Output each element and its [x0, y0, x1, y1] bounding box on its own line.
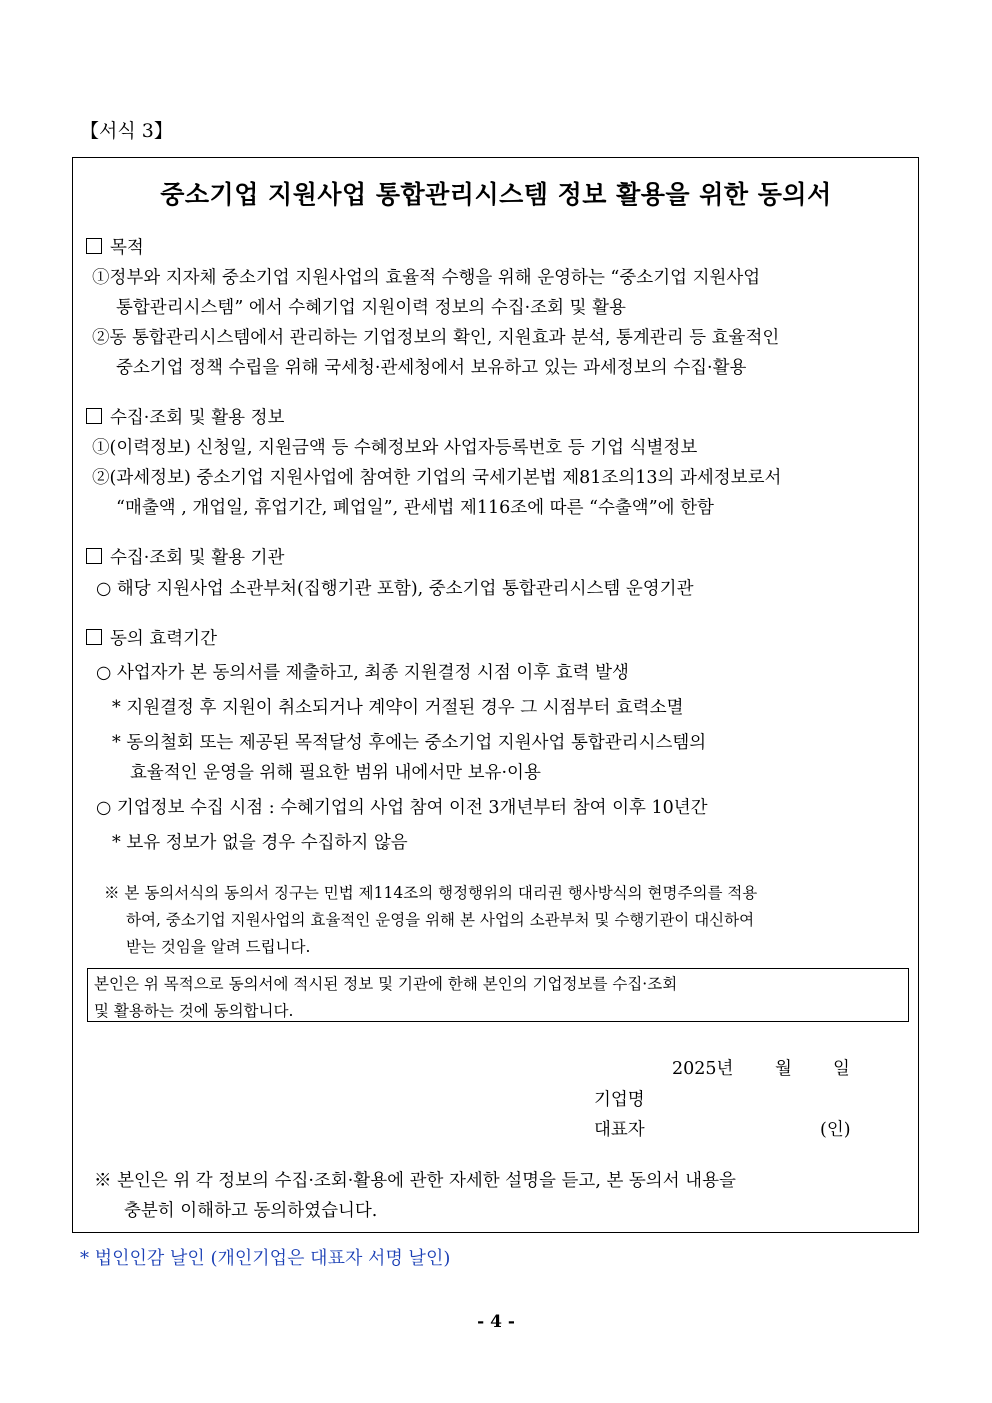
document-title: 중소기업 지원사업 통합관리시스템 정보 활용을 위한 동의서 — [160, 180, 832, 209]
section-period-label: 동의 효력기간 — [110, 629, 217, 649]
consent-line-2: 및 활용하는 것에 동의합니다. — [94, 1002, 294, 1020]
section-info-label: 수집·조회 및 활용 정보 — [110, 408, 285, 428]
company-name-label: 기업명 — [594, 1090, 645, 1110]
representative-label: 대표자 — [594, 1120, 645, 1140]
legal-note-line-1: ※ 본 동의서식의 동의서 징구는 민법 제114조의 행정행위의 대리권 행사방식의 현명주의를 적용 — [104, 884, 758, 902]
legal-note-line-3: 받는 것임을 알려 드립니다. — [126, 938, 311, 956]
section-agency-label: 수집·조회 및 활용 기관 — [110, 548, 285, 568]
period-star-2-line-2: 효율적인 운영을 위해 필요한 범위 내에서만 보유·이용 — [130, 763, 541, 783]
signature-month: 월 — [775, 1059, 792, 1079]
consent-line-1: 본인은 위 목적으로 동의서에 적시된 정보 및 기관에 한해 본인의 기업정보를 수집·조회 — [94, 975, 678, 993]
section-purpose-label: 목적 — [110, 238, 144, 258]
purpose-item-1-line-1: ①정부와 지자체 중소기업 지원사업의 효율적 수행을 위해 운영하는 “중소기업 지원사업 — [92, 268, 761, 288]
legal-note-line-2: 하여, 중소기업 지원사업의 효율적인 운영을 위해 본 사업의 소관부처 및 수행기관이 대신하여 — [126, 911, 755, 929]
section-info-heading — [86, 404, 284, 429]
section-period-heading — [86, 625, 217, 650]
period-star-2-line-1: * 동의철회 또는 제공된 목적달성 후에는 중소기업 지원사업 통합관리시스템의 — [112, 733, 707, 753]
signature-year: 2025년 — [672, 1059, 734, 1079]
period-star-3: * 보유 정보가 없을 경우 수집하지 않음 — [112, 833, 408, 853]
checkbox-square-icon — [86, 408, 102, 424]
info-item-2-line-2: “매출액 , 개업일, 휴업기간, 폐업일”, 관세법 제116조에 따른 “수출액”에 한함 — [116, 498, 714, 518]
page-number: - 4 - — [477, 1312, 515, 1332]
period-star-1: * 지원결정 후 지원이 취소되거나 계약이 거절된 경우 그 시점부터 효력소멸 — [112, 698, 684, 718]
purpose-item-1-line-2: 통합관리시스템” 에서 수혜기업 지원이력 정보의 수집·조회 및 활용 — [116, 298, 626, 318]
period-item-1: ○ 사업자가 본 동의서를 제출하고, 최종 지원결정 시점 이후 효력 발생 — [96, 663, 629, 683]
seal-mark: (인) — [820, 1120, 851, 1140]
seal-footnote: * 법인인감 날인 (개인기업은 대표자 서명 날인) — [80, 1248, 451, 1269]
checkbox-square-icon — [86, 238, 102, 254]
section-purpose-heading — [86, 234, 144, 259]
agency-item-1: ○ 해당 지원사업 소관부처(집행기관 포함), 중소기업 통합관리시스템 운영기관 — [96, 579, 694, 599]
signature-day: 일 — [833, 1059, 850, 1079]
info-item-1: ①(이력정보) 신청일, 지원금액 등 수혜정보와 사업자등록번호 등 기업 식별정보 — [92, 438, 698, 458]
confirmation-line-2: 충분히 이해하고 동의하였습니다. — [124, 1201, 378, 1221]
info-item-2-line-1: ②(과세정보) 중소기업 지원사업에 참여한 기업의 국세기본법 제81조의13의 과세정보로서 — [92, 468, 782, 488]
confirmation-line-1: ※ 본인은 위 각 정보의 수집·조회·활용에 관한 자세한 설명을 듣고, 본 동의서 내용을 — [94, 1171, 736, 1191]
period-item-2: ○ 기업정보 수집 시점 : 수혜기업의 사업 참여 이전 3개년부터 참여 이후 10년간 — [96, 798, 708, 818]
purpose-item-2-line-2: 중소기업 정책 수립을 위해 국세청·관세청에서 보유하고 있는 과세정보의 수집·활용 — [116, 358, 747, 378]
checkbox-square-icon — [86, 629, 102, 645]
form-label: 【서식 3】 — [80, 120, 173, 142]
section-agency-heading — [86, 544, 284, 569]
purpose-item-2-line-1: ②동 통합관리시스템에서 관리하는 기업정보의 확인, 지원효과 분석, 통계관리 등 효율적인 — [92, 328, 780, 348]
checkbox-square-icon — [86, 548, 102, 564]
